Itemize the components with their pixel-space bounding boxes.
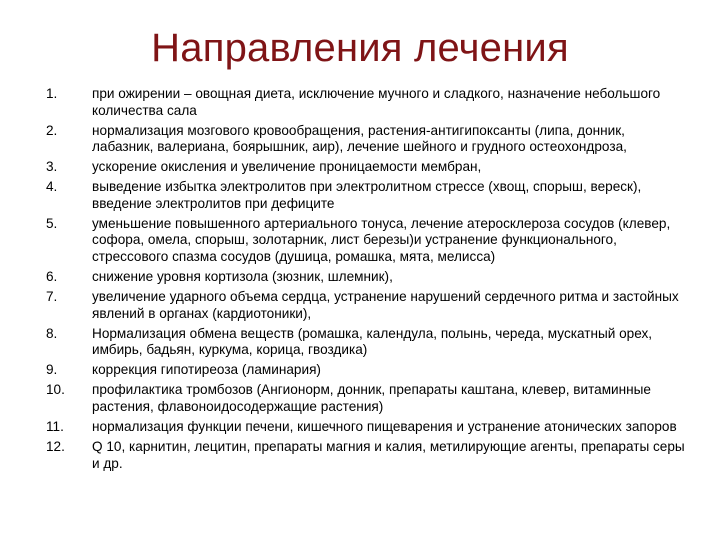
item-number: 5. <box>46 215 58 231</box>
item-number: 4. <box>46 179 58 195</box>
list-item <box>46 123 686 156</box>
item-number: 7. <box>46 289 58 305</box>
item-text: снижение уровня кортизола (зюзник, шлемник), <box>92 268 393 284</box>
list-item <box>46 289 686 322</box>
item-number: 10. <box>46 382 65 398</box>
list-item <box>46 86 686 119</box>
item-number: 2. <box>46 122 58 138</box>
item-number: 12. <box>46 439 65 455</box>
list-item <box>46 216 686 266</box>
item-text: коррекция гипотиреоза (ламинария) <box>92 362 321 378</box>
treatment-list <box>46 86 686 476</box>
item-number: 9. <box>46 362 58 378</box>
item-text: уменьшение повышенного артериального тонуса, лечение атеросклероза сосудов (клевер, софора, омела, спорыш, золотарник, лист березы)и устранение функционального, стрессового спазма сосудов (душица, ромашка, мята, мелисса) <box>92 215 671 264</box>
item-text: увеличение ударного объема сердца, устранение нарушений сердечного ритма и застойных явлений в органах (кардиотоники), <box>92 289 679 321</box>
item-number: 6. <box>46 268 58 284</box>
item-text: нормализация функции печени, кишечного пищеварения и устранение атонических запоров <box>92 418 677 434</box>
list-item <box>46 382 686 415</box>
list-item <box>46 179 686 212</box>
item-number: 1. <box>46 86 58 101</box>
list-item <box>46 439 686 472</box>
item-text: при ожирении – овощная диета, исключение мучного и сладкого, назначение небольшого количества сала <box>92 86 661 118</box>
item-text: Нормализация обмена веществ (ромашка, календула, полынь, череда, мускатный орех, имбирь, бадьян, куркума, корица, гвоздика) <box>92 325 653 358</box>
item-text: нормализация мозгового кровообращения, растения-антигипоксанты (липа, донник, лабазник, валериана, боярышник, аир), лечение шейного и грудного остеохондроза, <box>92 122 627 155</box>
slide-title: Направления лечения <box>151 26 569 70</box>
item-text: Q 10, карнитин, лецитин, препараты магния и калия, метилирующие агенты, препараты серы и др. <box>92 439 685 471</box>
item-number: 3. <box>46 159 58 175</box>
item-number: 8. <box>46 325 58 341</box>
item-text: профилактика тромбозов (Ангионорм, донник, препараты каштана, клевер, витаминные растения, флавоноидосодержащие растения) <box>92 382 651 414</box>
item-number: 11. <box>46 418 64 434</box>
item-text: выведение избытка электролитов при электролитном стрессе (хвощ, спорыш, вереск), введение электролитов при дефиците <box>92 179 642 211</box>
list-item <box>46 269 686 286</box>
list-item <box>46 326 686 359</box>
list-item <box>46 159 686 176</box>
list-item <box>46 419 686 436</box>
list-item <box>46 362 686 379</box>
item-text: ускорение окисления и увеличение проницаемости мембран, <box>92 159 482 175</box>
